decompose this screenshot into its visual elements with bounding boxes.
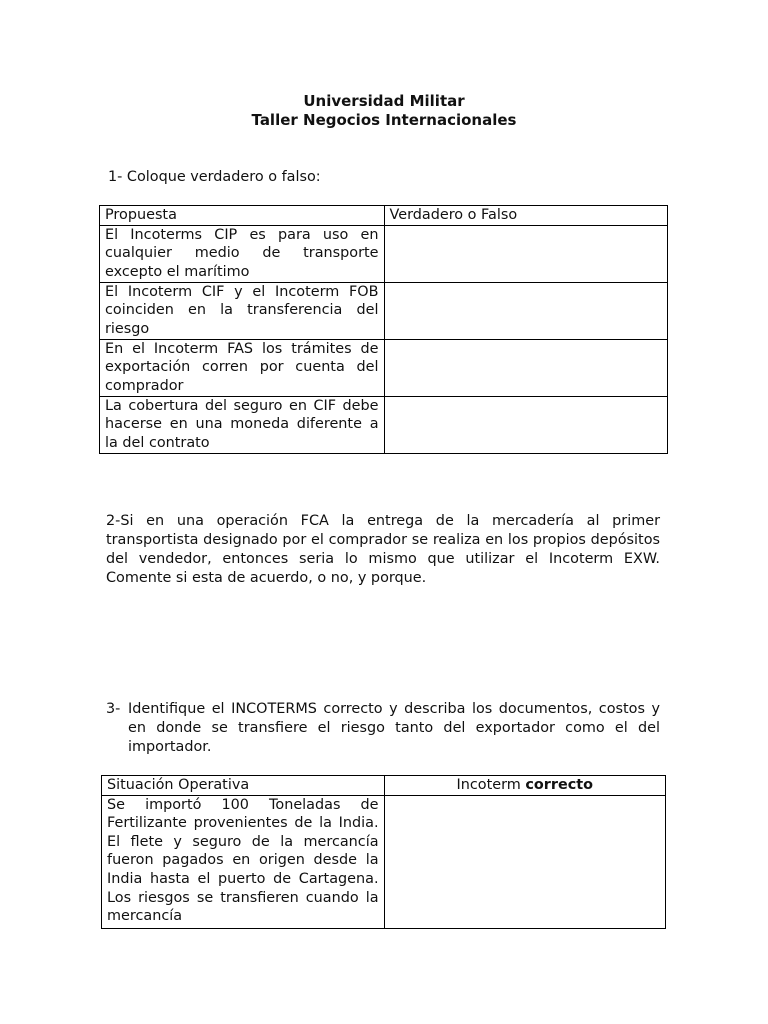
question-1-text: 1- Coloque verdadero o falso: — [108, 169, 321, 185]
table-header-row — [100, 206, 668, 226]
incoterm-cell[interactable] — [384, 795, 665, 928]
answer-cell[interactable] — [384, 225, 667, 282]
situation-cell: Se importó 100 Toneladas de Fertilizante provenientes de la India. El flete y seguro de la mercancía fueron pagados en origen desde la India hasta el puerto de Cartagena. Los riesgos se transfieren cuando la mercancía — [102, 795, 385, 928]
incoterm-table — [101, 775, 666, 929]
incoterm-header-prefix: Incoterm — [456, 777, 526, 793]
university-title: Universidad Militar — [303, 92, 465, 110]
question-3-text: Identifique el INCOTERMS correcto y describa los documentos, costos y en donde se transfiere el riesgo tanto del exportador como el del importador. — [128, 701, 660, 755]
workshop-title: Taller Negocios Internacionales — [251, 111, 517, 129]
answer-cell[interactable] — [384, 396, 667, 453]
incoterm-header-bold: correcto — [525, 777, 594, 793]
table-header-row — [102, 776, 666, 796]
table-row — [100, 282, 668, 339]
incoterm-column-header — [384, 776, 665, 796]
question-3 — [106, 700, 660, 757]
proposal-cell: El Incoterm CIF y el Incoterm FOB coinciden en la transferencia del riesgo — [100, 282, 385, 339]
question-2-text: 2-Si en una operación FCA la entrega de la mercadería al primer transportista designado por el comprador se realiza en los propios depósitos del vendedor, entonces seria lo mismo que utilizar el Incoterm EXW. Comente si esta de acuerdo, o no, y porque. — [106, 513, 660, 586]
proposal-cell: El Incoterms CIP es para uso en cualquier medio de transporte excepto el marítimo — [100, 225, 385, 282]
table-row — [100, 396, 668, 453]
table-row — [102, 795, 666, 928]
proposal-column-header: Propuesta — [100, 206, 385, 226]
true-false-table — [99, 205, 668, 454]
table-row — [100, 225, 668, 282]
proposal-cell: En el Incoterm FAS los trámites de exportación corren por cuenta del comprador — [100, 339, 385, 396]
proposal-cell: La cobertura del seguro en CIF debe hacerse en una moneda diferente a la del contrato — [100, 396, 385, 453]
answer-column-header: Verdadero o Falso — [384, 206, 667, 226]
answer-cell[interactable] — [384, 339, 667, 396]
question-3-number: 3- — [106, 701, 121, 717]
situation-column-header: Situación Operativa — [102, 776, 385, 796]
table-row — [100, 339, 668, 396]
answer-cell[interactable] — [384, 282, 667, 339]
